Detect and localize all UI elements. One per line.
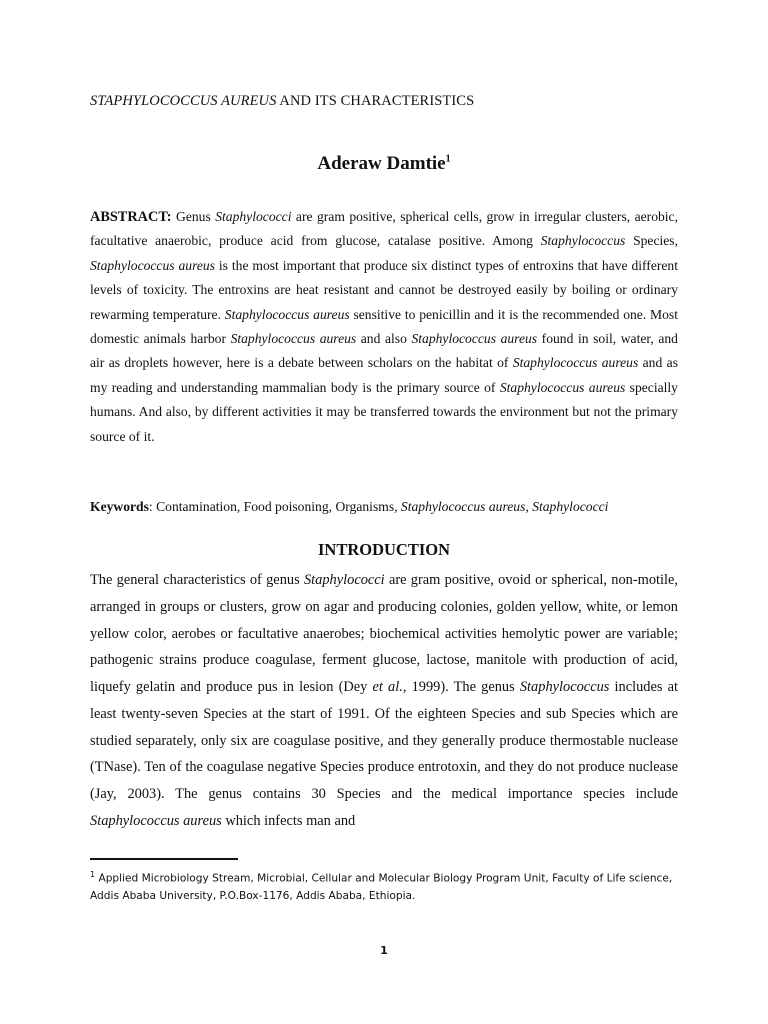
introduction-heading: INTRODUCTION xyxy=(317,540,451,559)
abstract-segment: and as my reading and understanding mammalian body is the primary source of xyxy=(90,355,678,395)
introduction-segment: Staphylococcus aureus xyxy=(90,812,222,829)
abstract-segment: and also xyxy=(356,331,412,347)
title-organism: STAPHYLOCOCCUS AUREUS xyxy=(90,93,277,109)
introduction-segment: Staphylococcus xyxy=(519,679,610,695)
abstract-paragraph xyxy=(90,205,678,449)
abstract-segment: Staphylococcus aureus xyxy=(512,355,639,371)
abstract-segment: Staphylococcus aureus xyxy=(224,306,350,322)
introduction-segment: are gram positive, ovoid or spherical, non-motile, arranged in groups or clusters, grow on agar and producing colonies, golden yellow, white, or lemon yellow color, aerobes or facultative anaerobes; biochemical activities hemolytic power are variable; pathogenic strains produce coagulase, ferment glucose, lactose, manitole with production of acid, liquefy gelatin and produce pus in lesion (Dey xyxy=(90,572,678,695)
keywords-label: Keywords xyxy=(90,499,149,514)
abstract-segment: are gram positive, spherical cells, grow in irregular clusters, aerobic, facultative anaerobic, produce acid from glucose, catalase positive. Among xyxy=(90,209,678,249)
abstract-segment: specially humans. And also, by different activities it may be transferred towards the environment but not the primary source of it. xyxy=(90,379,678,444)
introduction-segment: et al. xyxy=(372,679,403,695)
abstract-segment: Species, xyxy=(625,233,678,249)
abstract-segment: Staphylococcus aureus xyxy=(230,331,357,347)
keywords-body xyxy=(149,499,609,514)
footnote-line-1: Applied Microbiology Stream, Microbial, Cellular and Molecular Biology Program Unit, Faculty of Life science, xyxy=(95,872,673,885)
author-footnote-mark: 1 xyxy=(445,153,451,165)
introduction-segment: includes at least twenty-seven Species at the start of 1991. Of the eighteen Species and sub Species which are studied separately, only six are coagulase positive, and they generally produce thermostable nuclease (TNase). Ten of the coagulase negative Species produce entrotoxin, and they do not produce nuclease (Jay, 2003). The genus contains 30 Species and the medical importance species include xyxy=(90,679,678,802)
abstract-segment: Staphylococci xyxy=(215,209,292,224)
abstract-segment: sensitive to penicillin and it is the recommended one. Most domestic animals harbor xyxy=(90,306,678,347)
introduction-segment: which infects man and xyxy=(221,812,356,829)
abstract-segment: Genus xyxy=(171,209,216,224)
abstract-segment: is the most important that produce six distinct types of entroxins that have different levels of toxicity. The entroxins are heat resistant and cannot be destroyed easily by boiling or ordinary rewarming temperature. xyxy=(90,257,678,322)
abstract-segment: Staphylococcus aureus xyxy=(90,257,215,273)
page-number: 1 xyxy=(380,944,388,957)
abstract-segment: Staphylococcus aureus xyxy=(411,331,538,347)
introduction-segment: , 1999). The genus xyxy=(402,679,520,695)
title-rest: AND ITS CHARACTERISTICS xyxy=(276,93,475,109)
keywords-segment: Staphylococcus aureus xyxy=(400,499,526,514)
footnote-line-2: Addis Ababa University, P.O.Box-1176, Addis Ababa, Ethiopia. xyxy=(90,889,416,902)
footnote-divider xyxy=(90,858,238,860)
introduction-paragraph xyxy=(90,567,678,835)
keywords-segment: Staphylococci xyxy=(532,499,609,514)
abstract-segment: Staphylococcus xyxy=(540,233,626,249)
abstract-segment: found in soil, water, and air as droplets however, here is a debate between scholars on the habitat of xyxy=(90,331,678,371)
abstract-segment: Staphylococcus aureus xyxy=(499,379,626,395)
document-title xyxy=(90,93,690,110)
keywords-segment: : Contamination, Food poisoning, Organisms, xyxy=(148,499,401,514)
introduction-segment: Staphylococci xyxy=(303,572,385,588)
introduction-segment: The general characteristics of genus xyxy=(90,572,304,588)
keywords-line xyxy=(90,499,690,515)
author-name xyxy=(0,153,768,175)
author-text: Aderaw Damtie xyxy=(317,153,446,174)
abstract-label: ABSTRACT: xyxy=(90,209,172,225)
keywords-segment: , xyxy=(525,499,533,514)
footnote-mark: 1 xyxy=(90,870,96,879)
abstract-body xyxy=(90,209,678,444)
footnote xyxy=(90,866,690,905)
